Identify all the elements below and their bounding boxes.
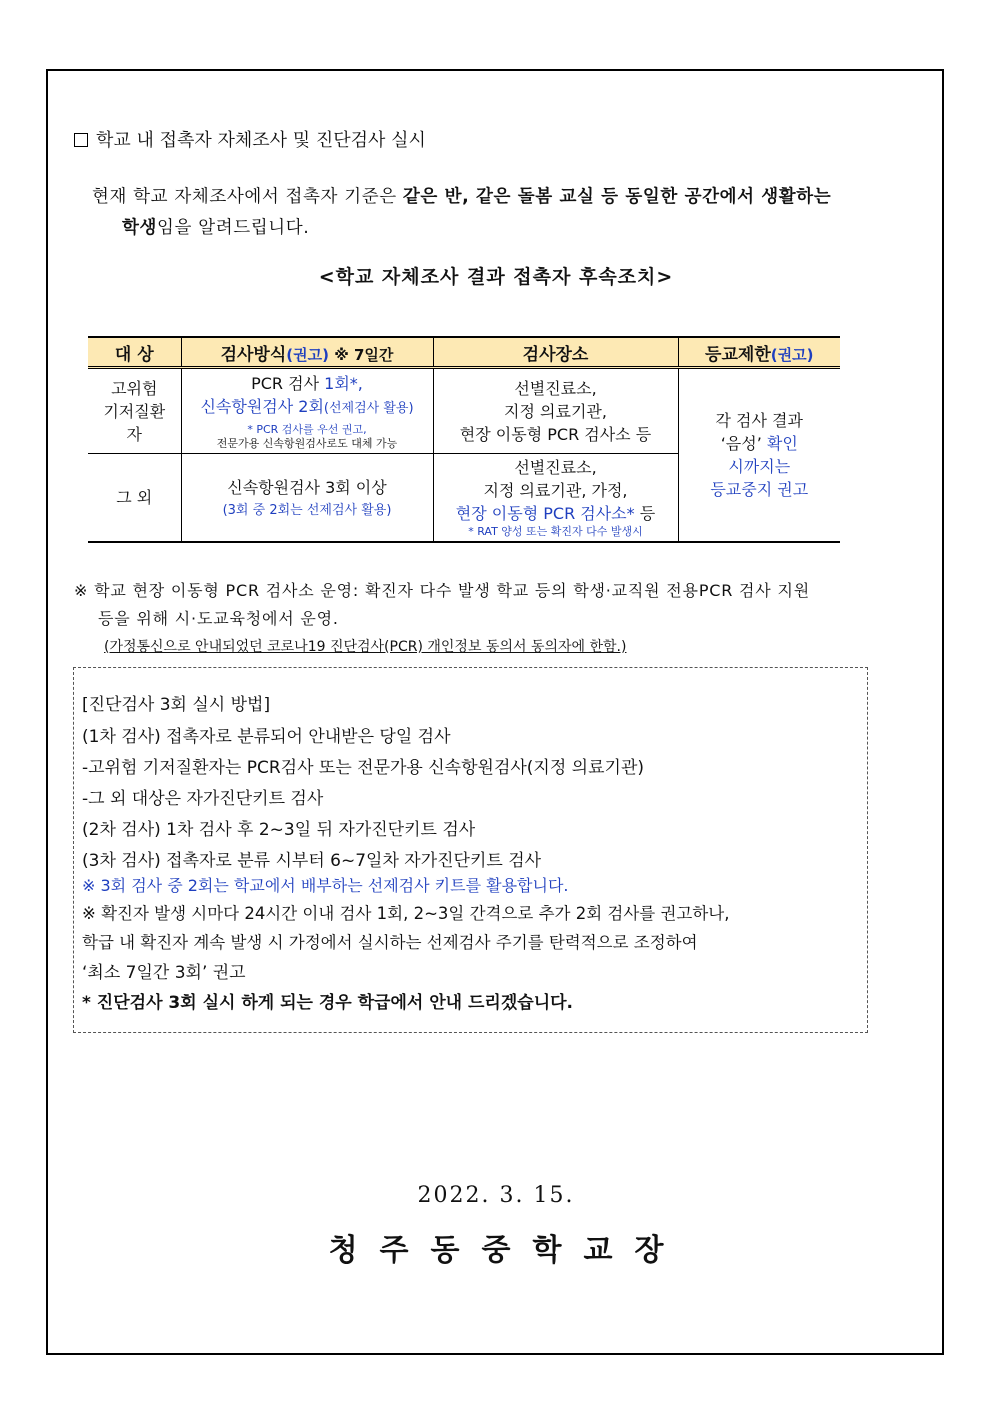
row1-place: 선별진료소, 지정 의료기관, 현장 이동형 PCR 검사소 등	[433, 368, 678, 454]
document-date: 2022. 3. 15.	[417, 1183, 575, 1208]
row1-target: 고위험 기저질환 자	[88, 368, 181, 454]
box-line: (2차 검사) 1차 검사 후 2~3일 뒤 자가진단키트 검사	[82, 820, 476, 840]
box-line: ※ 확진자 발생 시마다 24시간 이내 검사 1회, 2~3일 간격으로 추가 2회 검사를 권고하나,	[82, 904, 730, 923]
note-pcr-site-cont: 등을 위해 시·도교육청에서 운영.	[98, 609, 339, 628]
box-line: (1차 검사) 접촉자로 분류되어 안내받은 당일 검사	[82, 727, 451, 747]
row2-target: 그 외	[88, 454, 181, 542]
box-line: (3차 검사) 접촉자로 분류 시부터 6~7일차 자가진단키트 검사	[82, 851, 542, 871]
box-line-bold: * 진단검사 3회 실시 하게 되는 경우 학급에서 안내 드리겠습니다.	[82, 993, 573, 1013]
row2-method: 신속항원검사 3회 이상 (3회 중 2회는 선제검사 활용)	[181, 454, 433, 542]
table-row	[88, 368, 840, 454]
box-line: -고위험 기저질환자는 PCR검사 또는 전문가용 신속항원검사(지정 의료기관)	[82, 758, 644, 778]
section-title: 학교 내 접촉자 자체조사 및 진단검사 실시	[74, 126, 426, 152]
checkbox-square-icon	[74, 133, 88, 147]
row2-place: 선별진료소, 지정 의료기관, 가정, 현장 이동형 PCR 검사소* 등 * RAT 양성 또는 확진자 다수 발생시	[433, 454, 678, 542]
follow-up-table	[88, 336, 840, 543]
box-line: 학급 내 확진자 계속 발생 시 가정에서 실시하는 선제검사 주기를 탄력적으로 조정하여	[82, 933, 698, 952]
note-consent: (가정통신으로 안내되었던 코로나19 진단검사(PCR) 개인정보 동의서 동의자에 한함.)	[104, 639, 627, 655]
header-place: 검사장소	[433, 337, 678, 368]
box-line: ‘최소 7일간 3회’ 권고	[82, 963, 246, 983]
note-pcr-site: ※ 학교 현장 이동형 PCR 검사소 운영: 확진자 다수 발생 학교 등의 학생·교직원 전용PCR 검사 지원	[74, 581, 810, 600]
header-restrict: 등교제한(권고)	[678, 337, 840, 368]
intro-line-2: 학생임을 알려드립니다.	[122, 218, 310, 238]
restrict-cell: 각 검사 결과 ‘음성’ 확인 시까지는 등교중지 권고	[678, 368, 840, 542]
header-target: 대 상	[88, 337, 181, 368]
box-title: [진단검사 3회 실시 방법]	[82, 695, 271, 715]
table-header-row	[88, 337, 840, 368]
box-line-highlight: ※ 3회 검사 중 2회는 학교에서 배부하는 선제검사 키트를 활용합니다.	[82, 876, 569, 895]
header-method: 검사방식(권고) ※ 7일간	[181, 337, 433, 368]
intro-line-1: 현재 학교 자체조사에서 접촉자 기준은 같은 반, 같은 돌봄 교실 등 동일한 공간에서 생활하는	[92, 187, 832, 207]
table-title: <학교 자체조사 결과 접촉자 후속조치>	[318, 266, 674, 288]
school-principal-signature: 청주동중학교장	[328, 1233, 686, 1268]
row1-method: PCR 검사 1회*, 신속항원검사 2회(선제검사 활용) * PCR 검사를 우선 권고, 전문가용 신속항원검사로도 대체 가능	[181, 368, 433, 454]
box-line: -그 외 대상은 자가진단키트 검사	[82, 789, 324, 809]
